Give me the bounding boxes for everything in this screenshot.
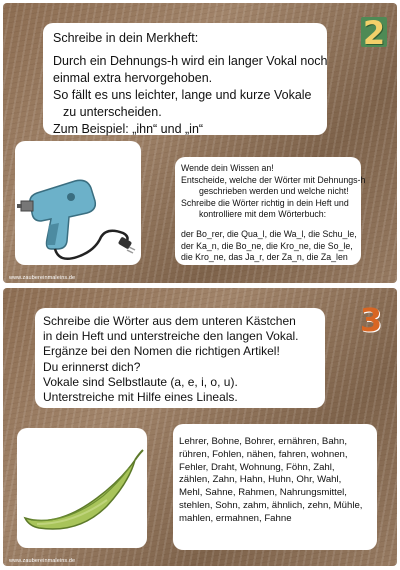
task-line: Wende dein Wissen an! <box>181 163 274 173</box>
word-line: rühren, Fohlen, nähen, fahren, wohnen, <box>179 448 348 460</box>
word-list-panel <box>173 424 377 550</box>
instruction-line: einmal extra hervorgehoben. <box>53 71 213 85</box>
instruction-line: Unterstreiche mit Hilfe eines Lineals. <box>43 390 238 405</box>
task-panel <box>175 157 366 265</box>
word-line: der Ka_n, die Bo_ne, die Kro_ne, die So_le, <box>181 240 353 251</box>
word-line: mahlen, ermahnen, Fahne <box>179 512 292 524</box>
task-line: kontrolliere mit dem Wörterbuch: <box>199 209 327 220</box>
word-line: stehlen, Sohn, zahm, ähnlich, zehn, Mühle, <box>179 499 363 511</box>
word-line: der Bo_rer, die Qua_l, die Wa_l, die Schu_le, <box>181 228 357 239</box>
pea-pod-icon <box>17 428 147 548</box>
task-card-3 <box>3 288 397 566</box>
word-line: die Kro_ne, das Ja_r, der Za_n, die Za_len <box>181 252 348 263</box>
instruction-text <box>53 30 327 138</box>
image-panel <box>17 428 147 548</box>
instruction-line: Schreibe die Wörter aus dem unteren Kästchen <box>43 314 296 328</box>
word-line: Mehl, Sahne, Rahmen, Nahrungsmittel, <box>179 487 347 499</box>
instruction-line: Schreibe in dein Merkheft: <box>53 31 199 45</box>
instruction-line: zu unterscheiden. <box>63 105 162 119</box>
word-line: Lehrer, Bohne, Bohrer, ernähren, Bahn, <box>179 436 348 447</box>
task-line: Schreibe die Wörter richtig in dein Heft und <box>181 197 349 208</box>
instruction-text <box>43 314 325 405</box>
instruction-line: Ergänze bei den Nomen die richtigen Artikel! <box>43 344 280 359</box>
instruction-panel <box>35 308 325 408</box>
instruction-panel <box>43 23 327 135</box>
word-list-text <box>179 436 377 526</box>
task-card-2 <box>3 3 397 283</box>
card-number: 3 <box>359 301 383 339</box>
instruction-line: Zum Beispiel: „ihn“ und „in“ <box>53 122 204 136</box>
instruction-line: in dein Heft und unterstreiche den langen Vokal. <box>43 329 299 344</box>
task-line: Entscheide, welche der Wörter mit Dehnungs-h <box>181 174 366 185</box>
instruction-line: Vokale sind Selbstlaute (a, e, i, o, u). <box>43 374 238 389</box>
task-line: geschrieben werden und welche nicht! <box>199 186 349 197</box>
word-line: Fehler, Draht, Wohnung, Föhn, Zahl, <box>179 461 335 473</box>
instruction-line: So fällt es uns leichter, lange und kurze Vokale <box>53 88 312 102</box>
instruction-line: Durch ein Dehnungs-h wird ein langer Vokal noch <box>53 54 328 68</box>
credit-text: www.zaubereinmaleins.de <box>9 275 76 281</box>
credit-text: www.zaubereinmaleins.de <box>9 558 76 564</box>
task-text <box>181 163 366 264</box>
instruction-line: Du erinnerst dich? <box>43 359 141 374</box>
word-line: zählen, Zahn, Hahn, Huhn, Ohr, Wahl, <box>179 474 342 486</box>
image-panel <box>15 141 141 265</box>
card-number: 2 <box>362 14 386 52</box>
drill-icon <box>15 141 141 265</box>
